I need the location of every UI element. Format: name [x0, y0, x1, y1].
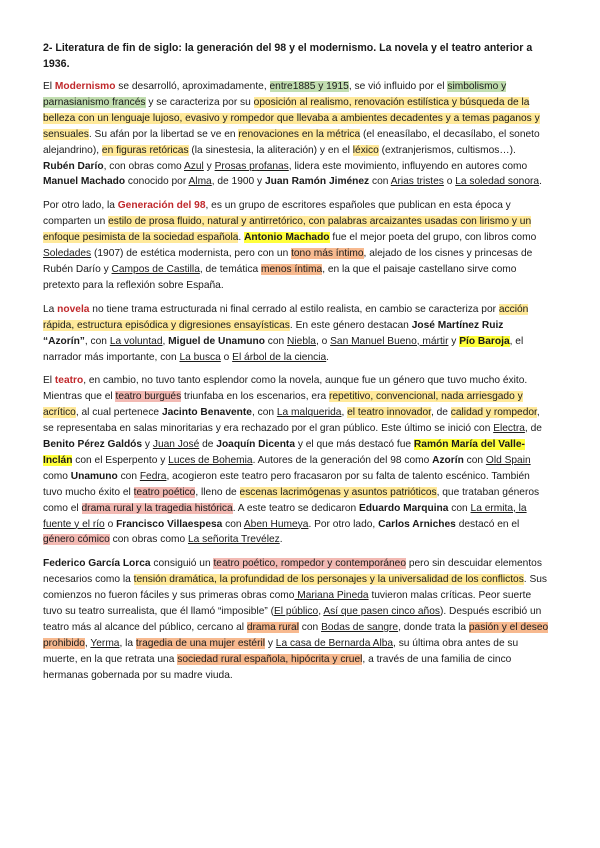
work-title: La señorita Trevélez [187, 534, 280, 546]
author-name: Eduardo Marquina [359, 502, 449, 514]
paragraph-teatro: El teatro, en cambio, no tuvo tanto esplendor como la novela, aunque fue un género que tuvo mucho éxito. Mientras que el teatro burgués triunfaba en los escenarios, era repetitivo, convencional, nada arriesgado y acrítico, al cual pertenece Jacinto Benavente, con La malquerida, el teatro innovador, de calidad y rompedor, se representaba en salas minoritarias y era rechazado por el gran público. Este último se inició con Electra, de Benito Pérez Galdós y Juan José de Joaquín Dicenta y el que más destacó fue Ramón María del Valle-Inclán con el Esperpento y Luces de Bohemia. Autores de la generación del 98 como Azorín con Old Spain como Unamuno con Fedra, acogieron este teatro pero fracasaron por su falta de talento escénico. También tuvo mucho éxito el teatro poético, lleno de escenas lacrimógenas y asuntos patrióticos, que trataban géneros como el drama rural y la tragedia histórica. A este teatro se dedicaron Eduardo Marquina con La ermita, la fuente y el río o Francisco Villaespesa con Aben Humeya. Por otro lado, Carlos Arniches destacó en el género cómico con obras como La señorita Trevélez. [43, 375, 542, 546]
work-title: La malquerida [276, 407, 342, 419]
work-title: El público [274, 606, 319, 618]
highlight: escenas lacrimógenas y asuntos patrióticos [239, 486, 437, 498]
work-title: Luces de Bohemia [168, 454, 253, 466]
highlight: calidad y rompedor [450, 407, 537, 419]
author-name: José Martínez Ruiz “Azorín” [43, 319, 504, 347]
highlight: oposición al realismo, renovación estilística y búsqueda de la belleza con un lenguaje lujoso, evasivo y rompedor que llevaba a ambientes decadentes y a temas paganos y sensuales [43, 96, 540, 140]
work-title: La casa de Bernarda Alba [275, 637, 394, 649]
author-name: Juan Ramón Jiménez [264, 176, 370, 188]
paragraph-lorca: Federico García Lorca consiguió un teatro poético, rompedor y contemporáneo pero sin descuidar elementos necesarios como la tensión dramática, la profundidad de los personajes y la universalidad de los conflictos. Sus comienzos no fueron fáciles y sus primeras obras como Mariana Pineda tuvieron malas críticas. Peor suerte tuvo su teatro surrealista, que él llamó “imposible” (El público, Así que pasen cinco años). Después escribió un teatro más al alcance del público, cercano al drama rural con Bodas de sangre, donde trata la pasión y el deseo prohibido, Yerma, la tragedia de una mujer estéril y La casa de Bernarda Alba, su última obra antes de su muerte, en la que retrata una sociedad rural española, hipócrita y cruel, a través de una familia de cinco hermanas gobernada por su madre viuda. [43, 558, 549, 681]
highlight: tragedia de una mujer estéril [135, 637, 266, 649]
work-title: Old Spain [485, 454, 531, 466]
highlight: repetitivo, convencional, nada arriesgado y acrítico [43, 391, 523, 419]
work-title: La soledad sonora [455, 176, 540, 188]
work-title: Mariana Pineda [294, 590, 369, 602]
author-name: Francisco Villaespesa [116, 518, 223, 530]
author-name: Miguel de Unamuno [168, 335, 265, 347]
highlight: estilo de prosa fluido, natural y antirretórico, con palabras arcaizantes usadas con lirismo y un enfoque pesimista de la sociedad española [43, 216, 532, 244]
term-teatro: teatro [54, 375, 84, 387]
work-title: Fedra [139, 470, 167, 482]
work-title: Arias tristes [390, 176, 444, 188]
author-name: Azorín [432, 454, 464, 466]
highlight: tono más íntimo [291, 248, 364, 260]
highlight: simbolismo y parnasianismo francés [43, 81, 507, 108]
section-title: 2- Literatura de fin de siglo: la generación del 98 y el modernismo. La novela y el teatro anterior a 1936. [43, 42, 533, 70]
work-title: Electra [493, 423, 525, 435]
work-title: Bodas de sangre [321, 622, 399, 633]
term-modernismo: Modernismo [54, 81, 116, 92]
work-title: Aben Humeya [243, 518, 309, 530]
term-generacion-98: Generación del 98 [117, 200, 206, 212]
work-title: Azul [184, 160, 204, 172]
highlight: léxico [352, 144, 379, 156]
work-title: Campos de Castilla [111, 263, 200, 275]
author-name: Pío Baroja [459, 335, 510, 347]
work-title: San Manuel Bueno, mártir [330, 335, 449, 347]
highlight: acción rápida, estructura episódica y digresiones ensayísticas [43, 303, 529, 331]
author-name: Manuel Machado [43, 176, 126, 188]
term-novela: novela [57, 303, 90, 315]
work-title: El árbol de la ciencia [232, 351, 327, 363]
highlight: teatro poético, rompedor y contemporáneo [213, 558, 407, 570]
work-title: La busca [179, 351, 221, 363]
author-name: Ramón María del Valle-Inclán [43, 439, 525, 466]
paragraph-modernismo: El Modernismo se desarrolló, aproximadamente, entre1885 y 1915, se vió influido por el simbolismo y parnasianismo francés y se caracteriza por su oposición al realismo, renovación estilística y búsqueda de la belleza con un lenguaje lujoso, evasivo y rompedor que llevaba a ambientes decadentes y a temas paganos y sensuales. Su afán por la libertad se ve en renovaciones en la métrica (el eneasílabo, el decasílabo, el soneto alejandrino), en figuras retóricas (la sinestesia, la aliteración) y en el léxico (extranjerismos, cultismos…). Rubén Darío, con obras como Azul y Prosas profanas, lidera este movimiento, influyendo en autores como Manuel Machado conocido por Alma, de 1900 y Juan Ramón Jiménez con Arias tristes o La soledad sonora. [43, 81, 542, 188]
paragraph-generacion-98: Por otro lado, la Generación del 98, es un grupo de escritores españoles que publican en esta época y comparten un estilo de prosa fluido, natural y antirretórico, con palabras arcaizantes usadas con lirismo y un enfoque pesimista de la sociedad española. Antonio Machado fue el mejor poeta del grupo, con libros como Soledades (1907) de estética modernista, pero con un tono más íntimo, alejado de los cisnes y princesas de Rubén Darío y Campos de Castilla, de temática menos íntima, en la que el paisaje castellano sirve como pretexto para la reflexión sobre España. [43, 200, 537, 291]
work-title: Niebla [287, 335, 316, 347]
author-name: Carlos Arniches [378, 518, 456, 530]
highlight: drama rural y la tragedia histórica [81, 502, 233, 514]
author-name: Rubén Darío [43, 160, 104, 172]
work-title: Yerma [90, 637, 120, 649]
work-title: Así que pasen cinco años [323, 606, 440, 618]
highlight: sociedad rural española, hipócrita y cruel [177, 653, 363, 665]
author-name: Federico García Lorca [43, 558, 151, 570]
work-title: Alma [188, 176, 212, 188]
work-title: Prosas profanas [214, 160, 289, 172]
highlight: pasión y el deseo prohibido [43, 622, 549, 649]
highlight: entre1885 y 1915 [269, 81, 349, 92]
work-title: La voluntad [109, 335, 163, 347]
author-name: Antonio Machado [244, 232, 330, 244]
author-name: Jacinto Benavente [161, 407, 252, 419]
highlight: tensión dramática, la profundidad de los personajes y la universalidad de los conflictos [133, 574, 524, 586]
highlight: renovaciones en la métrica [238, 128, 361, 140]
highlight: teatro poético [133, 486, 196, 498]
highlight: el teatro innovador [347, 407, 431, 419]
work-title: Juan José [152, 439, 200, 451]
work-title: Soledades [43, 248, 92, 260]
work-title: La ermita, la fuente y el río [43, 502, 527, 530]
author-name: Unamuno [70, 470, 118, 482]
paragraph-novela: La novela no tiene trama estructurada ni final cerrado al estilo realista, en cambio se caracteriza por acción rápida, estructura episódica y digresiones ensayísticas. En este género destacan José Martínez Ruiz “Azorín”, con La voluntad, Miguel de Unamuno con Niebla, o San Manuel Bueno, mártir y Pío Baroja, el narrador más importante, con La busca o El árbol de la ciencia. [43, 303, 529, 363]
highlight: en figuras retóricas [101, 144, 189, 156]
highlight: género cómico [43, 534, 110, 546]
highlight: teatro burgués [115, 391, 182, 403]
highlight: drama rural [246, 622, 299, 633]
author-name: Joaquín Dicenta [216, 439, 295, 451]
author-name: Benito Pérez Galdós [43, 439, 143, 451]
highlight: menos íntima [261, 263, 323, 275]
